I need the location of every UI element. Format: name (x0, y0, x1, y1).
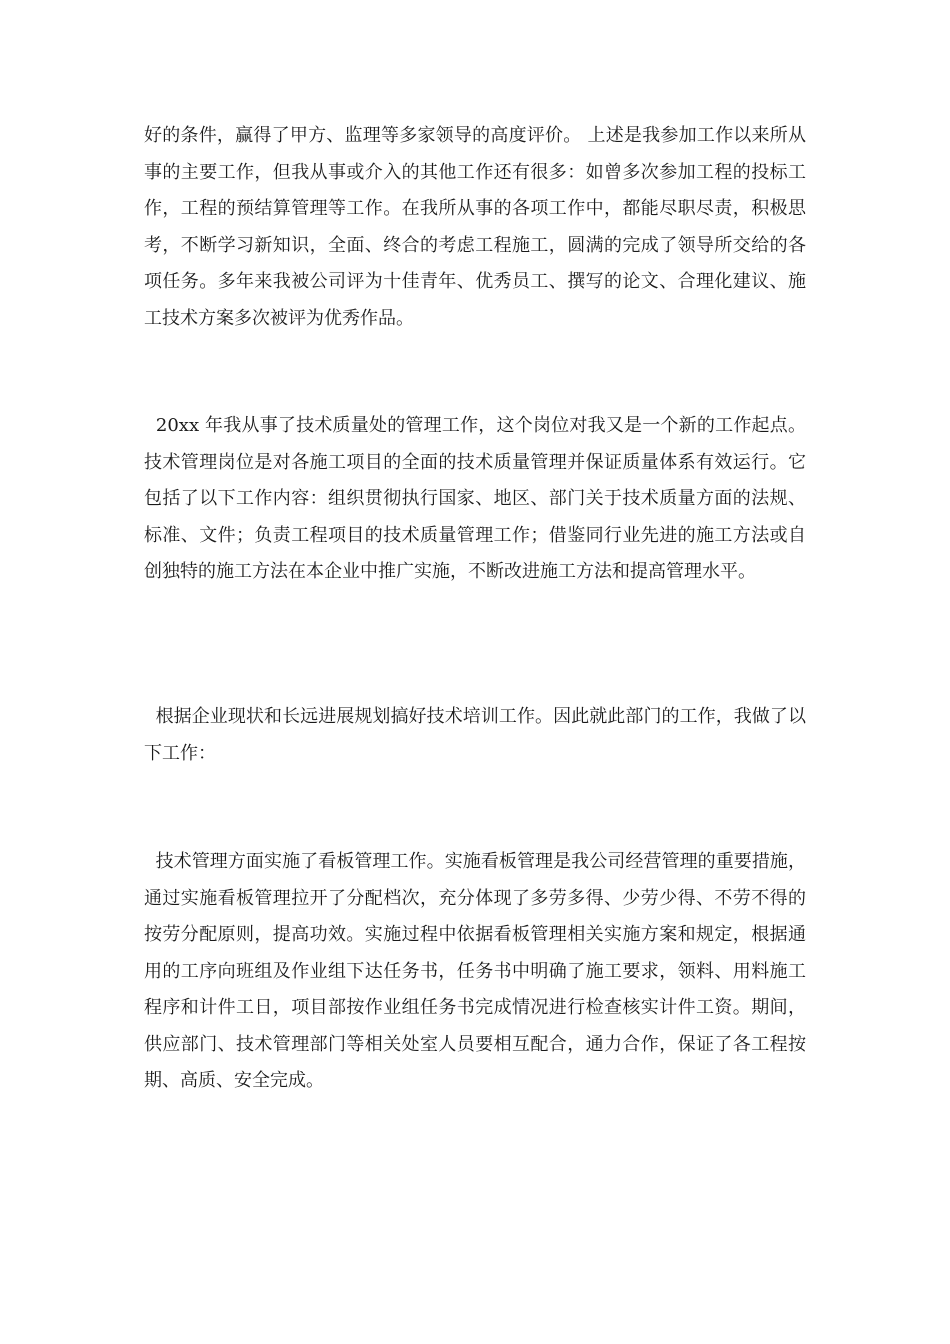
paragraph-training-plan: 根据企业现状和长远进展规划搞好技术培训工作。因此就此部门的工作，我做了以下工作： (144, 706, 806, 764)
paragraph-quality-management: 20xx 年我从事了技术质量处的管理工作，这个岗位对我又是一个新的工作起点。技术管理岗位是对各施工项目的全面的技术质量管理并保证质量体系有效运行。它包括了以下工作内容：组织贯彻执行国家、地区、部门关于技术质量方面的法规、标准、文件；负责工程项目的技术质量管理工作；借鉴同行业先进的施工方法或自创独特的施工方法在本企业中推广实施，不断改进施工方法和提高管理水平。 (144, 415, 806, 582)
paragraph-work-summary: 好的条件，赢得了甲方、监理等多家领导的高度评价。 上述是我参加工作以来所从事的主要工作，但我从事或介入的其他工作还有很多：如曾多次参加工程的投标工作，工程的预结算管理等工作。在我所从事的各项工作中，都能尽职尽责，积极思考，不断学习新知识，全面、终合的考虑工程施工，圆满的完成了领导所交给的各项任务。多年来我被公司评为十佳青年、优秀员工、撰写的论文、合理化建议、施工技术方案多次被评为优秀作品。 (144, 125, 806, 329)
paragraph-kanban-management: 技术管理方面实施了看板管理工作。实施看板管理是我公司经营管理的重要措施，通过实施看板管理拉开了分配档次，充分体现了多劳多得、少劳少得、不劳不得的按劳分配原则，提高功效。实施过程中依据看板管理相关实施方案和规定，根据通用的工序向班组及作业组下达任务书，任务书中明确了施工要求，领料、用料施工程序和计件工日，项目部按作业组任务书完成情况进行检查核实计件工资。期间，供应部门、技术管理部门等相关处室人员要相互配合，通力合作，保证了各工程按期、高质、安全完成。 (144, 851, 806, 1091)
